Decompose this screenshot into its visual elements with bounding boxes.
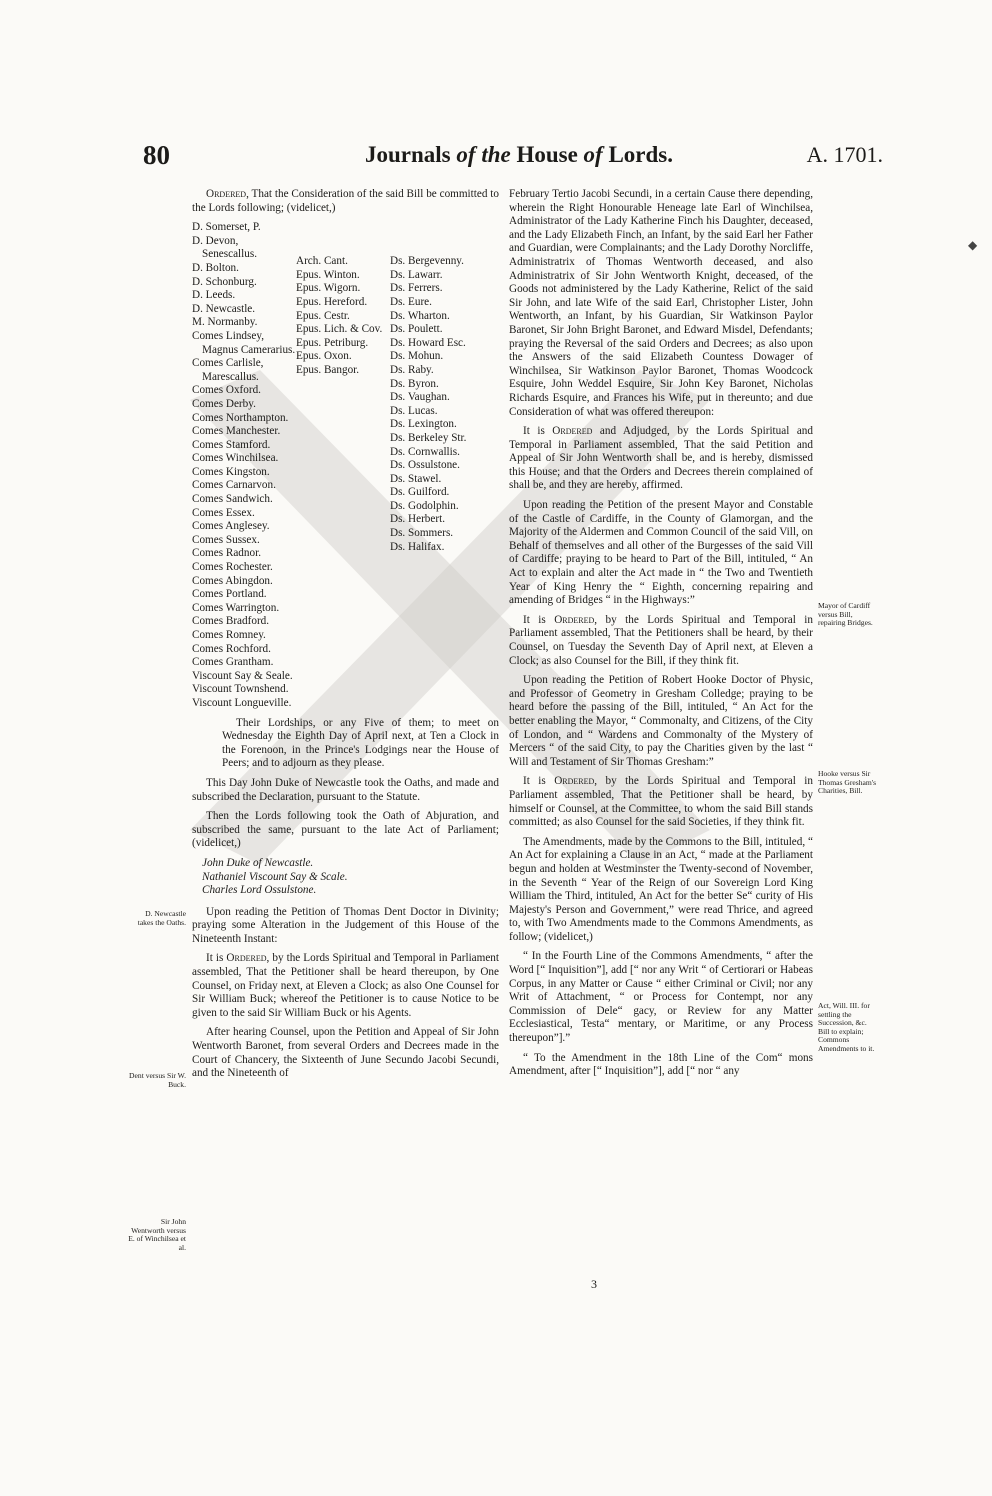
lord-name: Ds. Bergevenny. xyxy=(390,255,464,268)
page-header xyxy=(143,140,883,180)
margin-note-act: Act, Will. III. for settling the Succession, &c. Bill to explain; Commons Amendments to it. xyxy=(818,1001,875,1053)
lord-name: Ds. Cornwallis. xyxy=(390,445,460,458)
cardiff-order: It is Ordered, by the Lords Spiritual and Temporal in Parliament assembled, That the Petitioners shall be heard, by their Counsel, on Tuesday the Seventh Day of April next, at Eleven a Clock; as also Counsel for the Bill, if they think fit. xyxy=(509,613,814,667)
lord-name: M. Normanby. xyxy=(192,316,258,329)
lord-name: Comes Derby. xyxy=(192,397,256,410)
abjuration-signers xyxy=(202,857,499,898)
committee-order: Ordered, That the Consideration of the said Bill be committed to the Lords following; (videlicet,) xyxy=(192,188,499,214)
lord-name: Ds. Howard Esc. xyxy=(390,336,466,349)
lord-name: Ds. Lexington. xyxy=(390,418,457,431)
lord-name: Ds. Poulett. xyxy=(390,323,443,336)
wentworth-appeal: After hearing Counsel, upon the Petition and Appeal of Sir John Wentworth Baronet, from several Orders and Decrees made in the Court of Chancery, the Sixteenth of June Secundo Jacobi Secundi, and the Nineteenth of xyxy=(192,1026,499,1080)
lord-name: Ds. Wharton. xyxy=(390,309,450,322)
lord-name: Comes Rochester. xyxy=(192,561,273,574)
lord-name: Ds. Stawel. xyxy=(390,472,442,485)
committee-lords xyxy=(192,221,499,710)
lord-name: Comes Northampton. xyxy=(192,411,289,424)
signature-mark: 3 xyxy=(591,1277,597,1291)
wentworth-continued: February Tertio Jacobi Secundi, in a certain Cause there depending, wherein the Right Honourable Heneage late Earl of Winchilsea, Administrator of the Lady Katherine Finch his Daughter, deceased, and the Lady Elizabeth Finch, an Infant, by the said Earl her Father and Guardian, were Complainants; and the Lady Dorothy Norcliffe, Administratrix of Thomas Wentworth deceased, and also Administratrix of Sir John Wentworth Knight, deceased, of the Goods not administered by the Lady Katherine, Relict of the said Sir John, and late Wife of the said Earl, Christopher Lister, John Wentworth, an Infant, by his Guardian, Sir Watkinson Paylor Baronet, Sir John Bright Baronet, and Edward Misdel, Defendants; praying the Reversal of the said Orders and Decrees; as also upon the Answers of the said Elizabeth Countess Dowager of Winchilsea, Sir Watkinson Paylor Baronet, Thomas Woodcock Esquire, John Weddel Esquire, Sir John Key Baronet, Nicholas Richards Esquire, and Frances his Wife, put in thereunto; and due Consideration of what was offered thereupon: xyxy=(509,188,813,418)
hooke-petition: Upon reading the Petition of Robert Hooke Doctor of Physic, and Professor of Geometry in Gresham Colledge; praying to be heard before the passing of the Bill, intituled, “ An Act for the better enabling the Mayor, “ Commonalty, and Citizens, of the City of London, and “ Wardens and Commonalty of the Mystery of Mercers “ of the said City, to pay the Charities given by the last “ Will and Testament of Sir Thomas Gresham:” xyxy=(509,674,813,768)
lord-name: Viscount Longueville. xyxy=(192,696,292,709)
lord-name: Comes Lindsey, Magnus Camerarius. xyxy=(192,329,296,356)
year: A. 1701. xyxy=(806,142,883,167)
lord-name: D. Devon, Senescallus. xyxy=(192,234,257,261)
lord-name: Ds. Byron. xyxy=(390,377,439,390)
lord-name: Comes Winchilsea. xyxy=(192,452,279,465)
lord-name: Comes Grantham. xyxy=(192,656,274,669)
barons-list xyxy=(390,255,494,710)
lord-name: Ds. Godolphin. xyxy=(390,499,459,512)
lord-name: Viscount Say & Seale. xyxy=(192,669,293,682)
dent-order: It is Ordered, by the Lords Spiritual and Temporal in Parliament assembled, That the Petitioner shall be heard thereupon, by One Counsel, on Friday next, at Eleven a Clock; as also One Counsel for Sir William Buck; whereof the Petitioner is to cause Notice to be given to the said Sir William Buck or his Agents. xyxy=(192,952,500,1019)
lord-name: D. Bolton. xyxy=(192,261,239,274)
wentworth-judgement: It is Ordered and Adjudged, by the Lords Spiritual and Temporal in Parliament assembled, That the said Petition and Appeal of Sir John Wentworth shall be, and is hereby, dismissed this House; and that the Orders and Decrees therein complained of shall be, and they are hereby, affirmed. xyxy=(509,425,813,492)
lord-name: Ds. Raby. xyxy=(390,363,434,376)
lord-name: Comes Sandwich. xyxy=(192,493,273,506)
lord-name: Ds. Ossulstone. xyxy=(390,459,460,472)
lord-name: Epus. Petriburg. xyxy=(296,336,369,349)
margin-speck: ◆ xyxy=(968,238,978,252)
lord-name: Comes Kingston. xyxy=(192,465,270,478)
signer: Nathaniel Viscount Say & Scale. xyxy=(202,870,348,883)
lord-name: Epus. Bangor. xyxy=(296,363,360,376)
lord-name: Arch. Cant. xyxy=(296,255,348,268)
lord-name: D. Newcastle. xyxy=(192,302,256,315)
lord-name: Epus. Cestr. xyxy=(296,309,350,322)
lord-name: D. Leeds. xyxy=(192,289,236,302)
lord-name: Comes Portland. xyxy=(192,588,267,601)
commons-amendments: The Amendments, made by the Commons to the Bill, intituled, “ An Act for explaining a Clause in an Act, “ made at the Parliament begun and holden at Westminster the Twenty-second of November, in the Seventh “ Year of the Reign of our Sovereign Lord King William the Third, intituled, An Act for the better Se“ curity of His Majesty's Person and Government,” were read Thrice, and agreed to, with Two Amendments made to the Commons Amendments, as follow; (videlicet,) xyxy=(509,835,813,943)
lord-name: Epus. Hereford. xyxy=(296,295,368,308)
lord-name: Ds. Lucas. xyxy=(390,404,438,417)
lord-name: Ds. Guilford. xyxy=(390,486,450,499)
lord-name: Comes Bradford. xyxy=(192,615,270,628)
lord-name: Comes Rochford. xyxy=(192,642,271,655)
newcastle-oaths: This Day John Duke of Newcastle took the Oaths, and made and subscribed the Declaration, pursuant to the Statute. xyxy=(192,776,499,803)
lord-name: Ds. Lawarr. xyxy=(390,268,443,281)
lord-name: Comes Oxford. xyxy=(192,384,261,397)
lord-name: Comes Warrington. xyxy=(192,601,280,614)
lord-name: Comes Anglesey. xyxy=(192,520,270,533)
hooke-order: It is Ordered, by the Lords Spiritual and Temporal in Parliament assembled, That the Petitioner shall be heard, by himself or Counsel, at the Committee, to whom the said Bill stands committed; as also Counsel for the said Societies, if they think fit. xyxy=(509,775,814,829)
lord-name: Comes Carnarvon. xyxy=(192,479,276,492)
bishops-list xyxy=(296,255,390,710)
eighteenth-line-amendment: “ To the Amendment in the 18th Line of the Com“ mons Amendment, after [“ Inquisition”], add [“ nor “ any xyxy=(509,1051,813,1078)
lord-name: Ds. Eure. xyxy=(390,295,432,308)
margin-note-cardiff: Mayor of Cardiff versus Bill, repairing Bridges. xyxy=(818,601,873,628)
lord-name: Epus. Oxon. xyxy=(296,350,352,363)
journal-title: Journals of the House of Lords. xyxy=(365,142,674,167)
cardiff-petition: Upon reading the Petition of the present Mayor and Constable of the Castle of Cardiffe, in the County of Glamorgan, and the Majority of the Aldermen and Common Council of the said Vill, on Behalf of themselves and all other of the Burgesses of the said Vill of Cardiffe; praying to be heard to Part of the Bill, intituled, “ An Act to explain and alter the Act made in “ the Two and Twentieth Year of King Henry the “ Eighth, concerning repairing and amending of Bridges “ in the Highways:” xyxy=(509,499,813,607)
lord-name: Comes Romney. xyxy=(192,629,266,641)
lord-name: Epus. Lich. & Cov. xyxy=(296,323,383,336)
lord-name: Comes Carlisle, Marescallus. xyxy=(192,357,264,383)
lord-name: Ds. Berkeley Str. xyxy=(390,431,467,444)
lord-name: Viscount Townshend. xyxy=(192,683,289,696)
signer: John Duke of Newcastle. xyxy=(202,856,314,869)
lord-name: Ds. Herbert. xyxy=(390,513,445,526)
signer: Charles Lord Ossulstone. xyxy=(202,884,317,897)
lord-name: Ds. Vaughan. xyxy=(390,391,450,404)
dent-petition: Upon reading the Petition of Thomas Dent Doctor in Divinity; praying some Alteration in the Judgement of this House of the Nineteenth Instant: xyxy=(192,905,499,945)
fourth-line-amendment: “ In the Fourth Line of the Commons Amendments, “ after the Word [“ Inquisition”], add [“ nor any Writ “ of Certiorari or Habeas Corpus, in any Matter or Cause “ either Criminal or Civil; nor any Writ of Attachment, “ or Process for Contempt, nor any Commission of Dele“ gacy, or Review for any Matter Ecclesiastical, Testa“ mentary, or Maritime, or any Process thereupon”].” xyxy=(509,950,813,1045)
lord-name: Ds. Sommers. xyxy=(390,527,454,540)
lord-name: Comes Sussex. xyxy=(192,533,260,546)
lord-name: Comes Stamford. xyxy=(192,438,271,451)
lord-name: D. Somerset, P. xyxy=(192,221,261,234)
lord-name: Ds. Ferrers. xyxy=(390,282,443,295)
lord-name: Ds. Mohun. xyxy=(390,350,444,363)
margin-note-hooke: Hooke versus Sir Thomas Gresham's Charities, Bill. xyxy=(818,769,877,796)
margin-note-newcastle: D. Newcastle takes the Oaths. xyxy=(137,909,186,927)
page-number: 80 xyxy=(143,140,170,170)
lordships-meeting: Their Lordships, or any Five of them; to meet on Wednesday the Eighth Day of April next, at Ten a Clock in the Forenoon, in the Prince's Lodgings near the House of Peers; and to adjourn as they please. xyxy=(222,716,499,770)
lord-name: Epus. Winton. xyxy=(296,268,360,281)
lord-name: Epus. Wigorn. xyxy=(296,282,361,295)
margin-note-dent: Dent versus Sir W. Buck. xyxy=(129,1071,186,1089)
lord-name: Ds. Halifax. xyxy=(390,540,445,553)
left-column xyxy=(192,188,499,1087)
right-column xyxy=(509,188,813,1085)
margin-note-wentworth: Sir John Wentworth versus E. of Winchilsea et al. xyxy=(128,1217,186,1252)
abjuration-oath: Then the Lords following took the Oath of Abjuration, and subscribed the same, pursuant to the late Act of Parliament; (videlicet,) xyxy=(192,810,499,850)
lord-name: Comes Abingdon. xyxy=(192,574,273,587)
lord-name: Comes Manchester. xyxy=(192,425,281,438)
lord-name: Comes Radnor. xyxy=(192,547,261,560)
lord-name: Comes Essex. xyxy=(192,506,255,519)
lord-name: D. Schonburg. xyxy=(192,275,257,288)
temporal-lords-list xyxy=(192,221,296,710)
